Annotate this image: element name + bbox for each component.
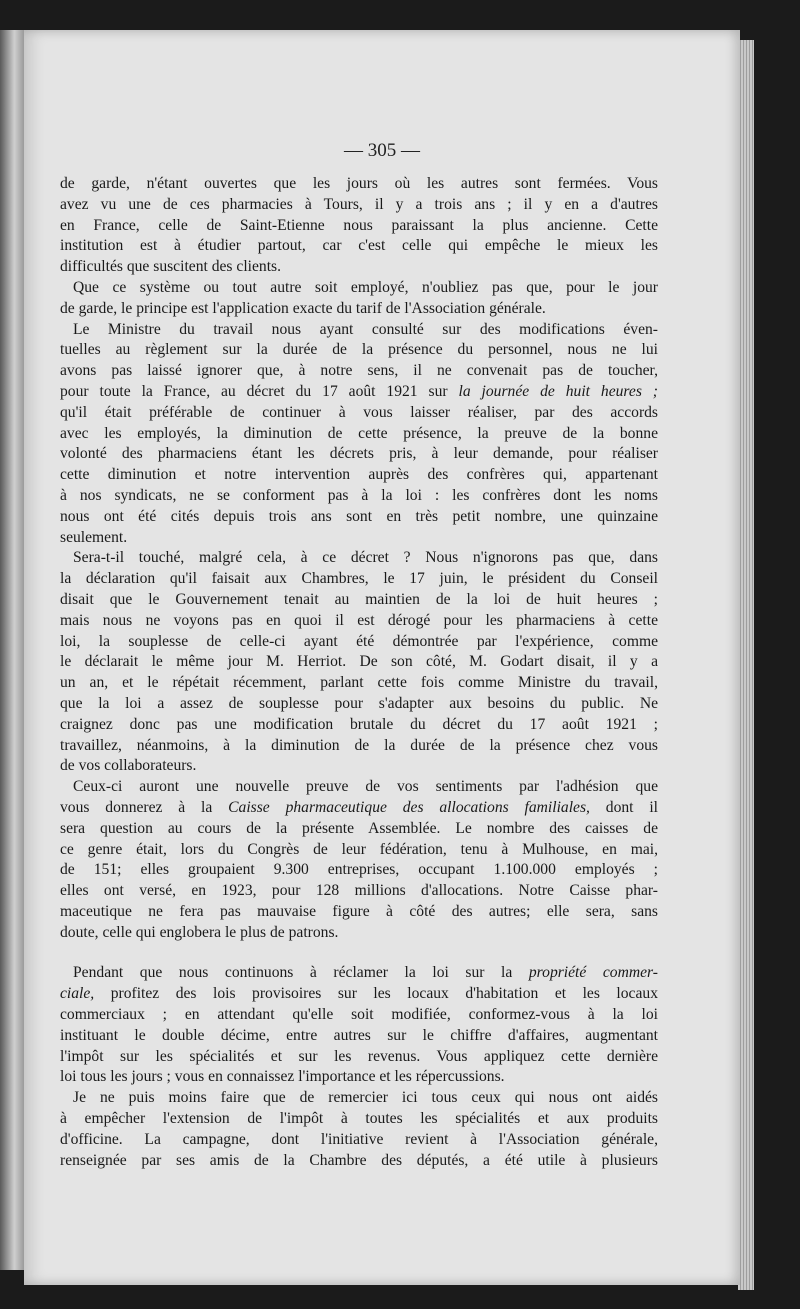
- text-segment: pour toute la France, au décret du 17 août 1921 sur: [60, 382, 459, 400]
- text-line: à empêcher l'extension de l'impôt à toutes les spécialités et aux produits: [60, 1110, 658, 1128]
- text-line: commerciaux ; en attendant qu'elle soit modifiée, conformez-vous à la loi: [60, 1006, 658, 1024]
- text-line: de garde, le principe est l'application exacte du tarif de l'Association générale.: [60, 299, 546, 317]
- text-line: avez vu une de ces pharmacies à Tours, il y a trois ans ; il y en a d'autres: [60, 195, 658, 213]
- text-segment: dont il: [589, 798, 659, 816]
- italic-text: propriété commer-: [528, 964, 658, 982]
- text-line: un an, et le répétait récemment, parlant cette fois comme Ministre du travail,: [60, 674, 658, 692]
- text-line: [60, 798, 658, 819]
- text-line: sera question au cours de la présente Assemblée. Le nombre des caisses de: [60, 819, 658, 837]
- text-line: [60, 963, 658, 984]
- text-line: nous ont été cités depuis trois ans sont en très petit nombre, une quinzaine: [60, 507, 658, 525]
- text-segment: Pendant que nous continuons à réclamer la loi sur la: [73, 964, 529, 982]
- text-line: l'impôt sur les spécialités et sur les revenus. Vous appliquez cette dernière: [60, 1047, 658, 1065]
- italic-text: la journée de huit heures ;: [458, 382, 659, 400]
- text-line: Que ce système ou tout autre soit employé, n'oubliez pas que, pour le jour: [73, 278, 658, 296]
- text-segment: profitez des lois provisoires sur les locaux d'habitation et les locaux: [94, 985, 658, 1003]
- text-line: de vos collaborateurs.: [60, 757, 197, 775]
- italic-text: Caisse pharmaceutique des allocations familiales,: [228, 798, 590, 816]
- text-line: maceutique ne fera pas mauvaise figure à côté des autres; elle sera, sans: [60, 902, 658, 920]
- book-page: [24, 30, 740, 1285]
- text-line: qu'il était préférable de continuer à vous laisser réaliser, par des accords: [60, 403, 658, 421]
- text-line: tuelles au règlement sur la durée de la présence du personnel, nous ne lui: [60, 341, 658, 359]
- text-line: difficultés que suscitent des clients.: [60, 258, 282, 276]
- text-line: Ceux-ci auront une nouvelle preuve de vos sentiments par l'adhésion que: [73, 778, 658, 796]
- text-line: mais nous ne voyons pas en quoi il est dérogé pour les pharmaciens à cette: [60, 611, 658, 629]
- text-line: la déclaration qu'il faisait aux Chambres, le 17 juin, le président du Conseil: [60, 570, 658, 588]
- page-number: — 305 —: [344, 140, 420, 161]
- text-line: de 151; elles groupaient 9.300 entreprises, occupant 1.100.000 employés ;: [60, 861, 658, 879]
- text-line: [60, 984, 658, 1005]
- page-stack-edge: [738, 40, 754, 1290]
- text-line: disait que le Gouvernement tenait au maintien de la loi de huit heures ;: [60, 590, 658, 608]
- facing-page-edge: [0, 30, 24, 1270]
- italic-text: ciale,: [60, 985, 95, 1003]
- text-line: loi, la souplesse de celle-ci ayant été démontrée par l'expérience, comme: [60, 632, 658, 650]
- text-line: renseignée par ses amis de la Chambre des députés, a été utile à plusieurs: [60, 1151, 658, 1169]
- text-line: instituant le double décime, entre autres sur le chiffre d'affaires, augmentant: [60, 1026, 658, 1044]
- text-line: Le Ministre du travail nous ayant consulté sur des modifications éven-: [73, 320, 658, 338]
- text-line: elles ont versé, en 1923, pour 128 millions d'allocations. Notre Caisse phar-: [60, 882, 658, 900]
- body-text: [60, 174, 658, 1171]
- text-line: travaillez, néanmoins, à la diminution de la durée de la présence chez vous: [60, 736, 658, 754]
- text-line: de garde, n'étant ouvertes que les jours où les autres sont fermées. Vous: [60, 175, 658, 192]
- text-line: institution est à étudier partout, car c'est celle qui empêche le mieux les: [60, 237, 658, 255]
- text-line: [60, 382, 658, 403]
- text-line: en France, celle de Saint-Etienne nous paraissant la plus ancienne. Cette: [60, 216, 658, 234]
- text-line: le déclarait le même jour M. Herriot. De son côté, M. Godart disait, il y a: [60, 653, 658, 671]
- paragraph-gap: [60, 943, 658, 963]
- text-line: volonté des pharmaciens étant les décrets pris, à leur demande, pour réaliser: [60, 445, 658, 463]
- text-line: avons pas laissé ignorer que, à notre sens, il ne convenait pas de toucher,: [60, 362, 658, 380]
- text-line: seulement.: [60, 528, 128, 546]
- text-line: craignez donc pas une modification brutale du décret du 17 août 1921 ;: [60, 715, 658, 733]
- text-segment: vous donnerez à la: [60, 798, 229, 816]
- text-line: doute, celle qui englobera le plus de patrons.: [60, 923, 339, 941]
- text-line: avec les employés, la diminution de cette présence, la preuve de la bonne: [60, 424, 658, 442]
- text-line: Sera-t-il touché, malgré cela, à ce décret ? Nous n'ignorons pas que, dans: [73, 549, 658, 567]
- text-line: à nos syndicats, ne se conforment pas à la loi : les confrères dont les noms: [60, 486, 658, 504]
- text-line: cette diminution et notre intervention auprès des confrères qui, appartenant: [60, 466, 658, 484]
- text-line: Je ne puis moins faire que de remercier ici tous ceux qui nous ont aidés: [73, 1089, 658, 1107]
- text-line: loi tous les jours ; vous en connaissez l'importance et les répercussions.: [60, 1068, 505, 1086]
- text-line: que la loi a assez de souplesse pour s'adapter aux besoins du public. Ne: [60, 694, 658, 712]
- text-line: ce genre était, lors du Congrès de leur fédération, tenu à Mulhouse, en mai,: [60, 840, 658, 858]
- text-line: d'officine. La campagne, dont l'initiative revient à l'Association générale,: [60, 1130, 658, 1148]
